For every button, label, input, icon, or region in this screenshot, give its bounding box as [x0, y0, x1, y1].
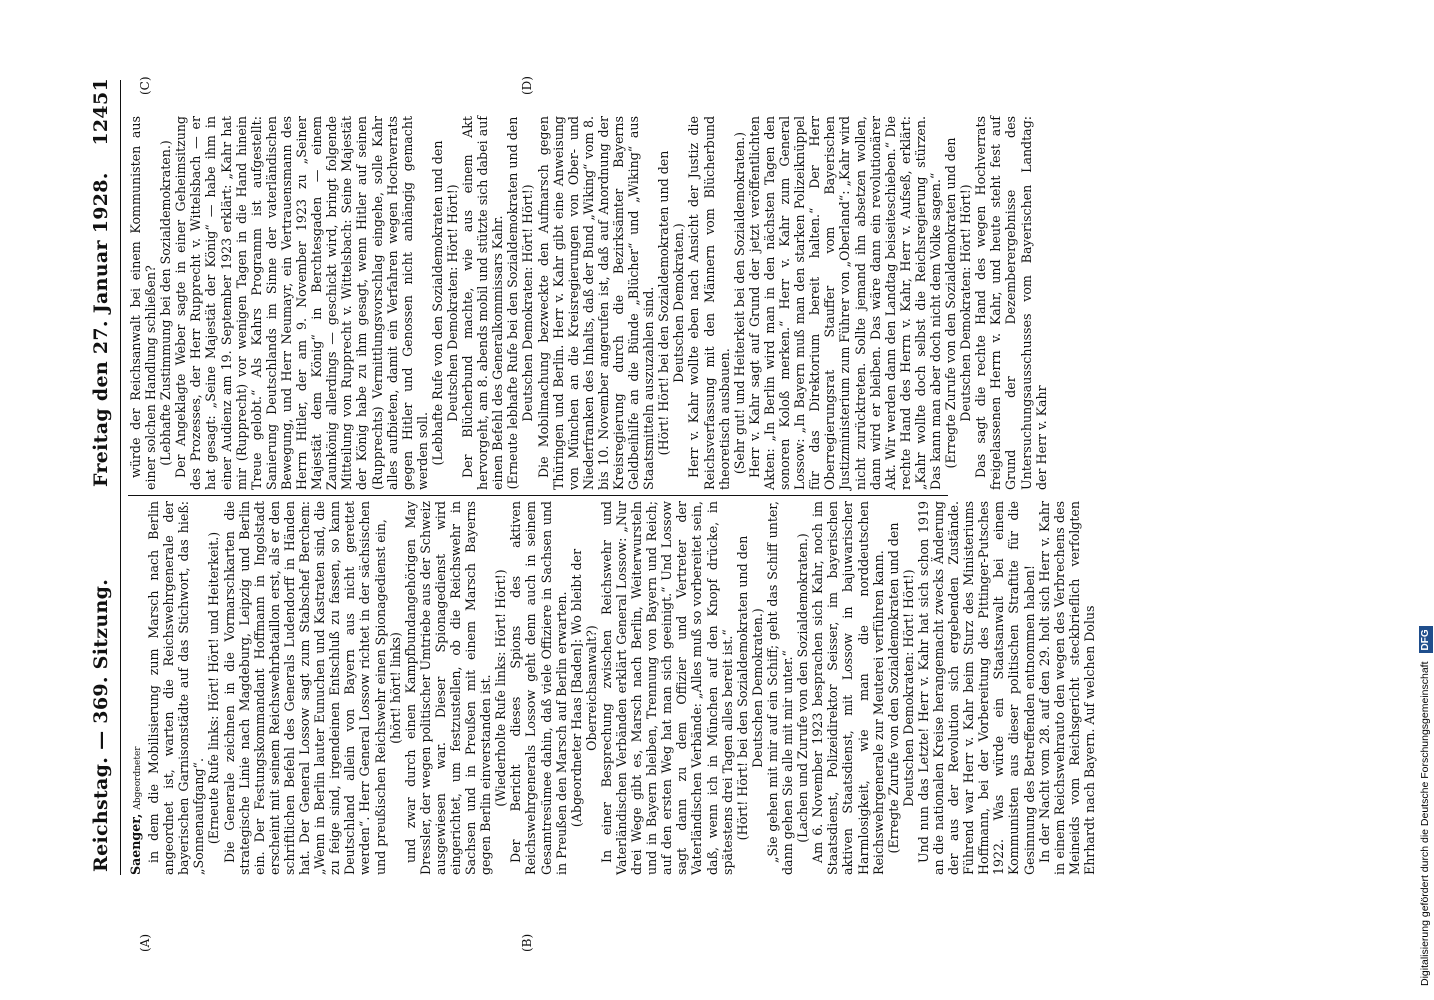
interjection: (Erneute lebhafte Rufe bei den Sozialdemokraten und den Deutschen Demokraten: Hört! Hört!) [505, 116, 536, 490]
column-divider [128, 495, 948, 496]
paragraph: Die Mobilmachung bezweckte den Aufmarsch gegen Thüringen und Berlin. Herr v. Kahr gibt eine Anweisung von München an die Kreisregierungen von Ober- und Niederfranken des Inhalts, daß der Bund „Wiking“ vom 8. bis 10. November angerufen ist, daß auf Anordnung der Kreisregierung durch die Bezirksämter Bayerns Geldbeihilfe an die Bünde „Blücher“ und „Wiking“ aus Staatsmitteln auszuzahlen sind. [535, 116, 657, 490]
credit-text: Digitalisierung gefördert durch die Deutsche Forschungsgemeinschaft [1419, 661, 1431, 986]
interjection: (Sehr gut! und Heiterkeit bei den Sozialdemokraten.) [731, 131, 747, 475]
text-column-left [128, 501, 1097, 875]
paragraph: Und nun das Letzte! Herr v. Kahr hat sich schon 1919 an die nationalen Kreise herangemacht zwecks Änderung der aus der Revolution sich ergebenden Zustände. Führend war Herr v. Kahr beim Sturz des Ministeriums Hoffmann, bei der Vorbereitung des Pittinger-Putsches 1922. Was würde ein Staatsanwalt bei einem Kommunisten aus dieser politischen Straftite für die Gesinnung des Betreffenden entnommen haben! [915, 501, 1037, 875]
paragraph: Der Bericht dieses Spions des aktiven Reichswehrgenerals Lossow geht denn auch in seinem Gesamtresümee dahin, daß viele Offiziere in Sachsen und in Preußen den Marsch auf Berlin erwarten. [508, 501, 569, 875]
interjection: (Lebhafte Rufe von den Sozialdemokraten und den Deutschen Demokraten: Hört! Hört!) [429, 140, 460, 466]
header-left: Reichstag. — 369. Sitzung. [90, 578, 112, 872]
speaker-role: Abgeordneter [133, 746, 143, 810]
paragraph: Die Generale zeichnen in die Vormarschkarten die strategische Linie nach Magdeburg, Leipzig und Berlin ein. Der Festungskommandant Hoffmann in Ingolstadt erscheint mit seinem Reichswehrbataillon erst, als er den schriftlichen Befehl des Generals Ludendorff in Händen hat. Der General Lossow sagt zum Stabschef Berchem: „Wenn in Berlin lauter Eunuchen und Kastraten sind, die zu feige sind, irgendeinen Entschluß zu fassen, so kann Deutschland allein von Bayern aus nicht gerettet werden“. Herr General Lossow richtet in der sächsischen und preußischen Reichswehr einen Spionagedienst ein, [221, 501, 388, 875]
margin-mark-a: (A) [138, 933, 152, 952]
interjection: (Abgeordneter Haas [Baden]: Wo bleibt der Oberreichsanwalt?) [568, 548, 599, 828]
interjection: (Erneute Rufe links: Hört! Hört! und Heiterkeit.) [206, 531, 222, 845]
interjection: (Hört! Hört! bei den Sozialdemokraten und den Deutschen Demokraten.) [734, 535, 765, 841]
paragraph: In der Nacht vom 28. auf den 29. holt sich Herr v. Kahr in einem Reichswehrauto den wegen des Verbrechens des Meineids vom Reichsgericht steckbrieflich verfolgten Ehrhardt nach Bayern. Auf welchen Dolus [1036, 501, 1097, 875]
paragraph: Der Angeklagte Weber sagte in einer Geheimsitzung des Prozesses, der Herr Rupprecht v. Wittelsbach — er hat gesagt: „Seine Majestät der König“ — habe ihm in einer Audienz am 19. September 1923 erklärt: „Kahr hat mir (Rupprecht) vor wenigen Tagen in die Hand hinein Treue gelobt.“ Als Kahrs Programm ist aufgestellt: Sanierung Deutschlands im Sinne der vaterländischen Bewegung, und Herr Neumayr, ein Vertrauensmann des Herrn Hitler, der am 9. November 1923 zu „Seiner Majestät dem König“ in Berchtesgaden — einem Zaunkönig allerdings — geschickt wird, bringt folgende Mitteilung von Rupprecht v. Wittelsbach: Seine Majestät der König habe zu ihm gesagt, wenn Hitler auf seinen (Rupprechts) Vermittlungsvorschlag eingehe, solle Kahr alles aufbieten, damit ein Verfahren wegen Hochverrats gegen Hitler und Genossen nicht anhängig gemacht werden soll. [173, 116, 430, 490]
paragraph: „Sie gehen mit mir auf ein Schiff; geht das Schiff unter, dann gehen Sie alle mit mir unter.“ [764, 501, 796, 875]
dfg-logo: DFG [1419, 626, 1433, 653]
side-credit [1416, 0, 1434, 1000]
paragraph: Herr v. Kahr sagt auf Grund der jetzt veröffentlichten Akten: „In Berlin wird man in den nächsten Tagen den sonoren Koloß merken.“ Herr v. Kahr zum General Lossow: „In Bayern muß man den starken Polizeiknüppel für das Direktorium bereit halten.“ Der Herr Oberregierungsrat Stauffer vom Bayerischen Justizministerium zum Führer von „Oberland“: „Kahr wird nicht zurücktreten. Sollte jemand ihn absetzen wollen, dann wird er bleiben. Das wäre dann ein revolutionärer Akt. Wir werden dann den Landtag beiseiteschieben.“ Die rechte Hand des Herrn v. Kahr, Herr v. Aufseß, erklärt: „Kahr wollte doch selbst die Reichsregierung stürzen. Das kann man aber doch nicht dem Volke sagen.“ [746, 116, 943, 490]
paragraph: in dem die Mobilisierung zum Marsch nach Berlin angeordnet ist, warten die Reichswehrgenerale der bayerischen Garnisonstädte auf das Stichwort, das hieß: „Sonnenaufgang“. [146, 501, 207, 875]
interjection: (Lachen und Zurufe von den Sozialdemokraten.) [795, 533, 811, 843]
paragraph: In einer Besprechung zwischen Reichswehr und Vaterländischen Verbänden erklärt General Lossow: „Nur drei Wege gibt es, Marsch nach Berlin, Weiterwursteln und in Bayern bleiben, Trennung von Bayern und Reich; auf den ersten Weg hat man sich geeinigt.“ Und Lossow sagt dann zu dem Offizier und Vertreter der Vaterländischen Verbände: „Alles muß so vorbereitet sein, daß, wenn ich in München auf den Knopf drücke, in spätestens drei Tagen alles bereit ist.“ [598, 501, 735, 875]
speaker-line [128, 501, 146, 875]
header-date: Freitag den 27. Januar 1928. [90, 172, 112, 487]
paragraph: und zwar durch einen Kampfbundangehörigen May Dressler, der wegen politischer Umtriebe aus der Schweiz ausgewiesen war. Dieser Spionagedienst wird eingerichtet, um festzustellen, ob die Reichswehr in Sachsen und in Preußen mit einem Marsch Bayerns gegen Berlin einverstanden ist. [402, 501, 494, 875]
margin-mark-c: (C) [138, 76, 152, 95]
paragraph: Der Blücherbund machte, wie aus einem Akt hervorgeht, am 8. abends mobil und stützte sich dabei auf einen Befehl des Generalkommissars Kahr. [460, 116, 506, 490]
paragraph: Herr v. Kahr wollte eben nach Ansicht der Justiz die Reichsverfassung mit den Männern vom Blücherbund theoretisch ausbauen. [686, 116, 732, 490]
paragraph: würde der Reichsanwalt bei einem Kommunisten aus einer solchen Handlung schließen? [128, 116, 159, 490]
interjection: (hört! hört! links) [387, 632, 403, 744]
paragraph: Am 6. November 1923 besprachen sich Kahr, noch im Staatsdienst, Polizeidirektor Seisser, im bayerischen aktiven Staatsdienst, mit Lossow in bajuwarischer Harmlosigkeit, wie man die norddeutschen Reichswehrgenerale zur Meuterei verführen kann. [810, 501, 886, 875]
margin-mark-b: (B) [520, 933, 534, 952]
text-column-right [128, 116, 1049, 490]
margin-mark-d: (D) [520, 76, 534, 95]
speaker-name: Saenger, [128, 813, 143, 875]
interjection: (Erregte Zurufe von den Sozialdemokraten und den Deutschen Demokraten: Hört! Hört!) [943, 137, 974, 469]
page-number: 12451 [90, 78, 112, 146]
interjection: (Hört! Hört! bei den Sozialdemokraten und den Deutschen Demokraten.) [656, 150, 687, 456]
page-header [90, 40, 118, 882]
interjection: (Erregte Zurufe von den Sozialdemokraten und den Deutschen Demokraten: Hört! Hört!) [885, 522, 916, 854]
interjection: (Lebhafte Zustimmung bei den Sozialdemokraten.) [158, 140, 174, 466]
header-rule [120, 80, 121, 875]
interjection: (Wiederholte Rufe links: Hört! Hört!) [493, 569, 509, 807]
paragraph: Das sagt die rechte Hand des wegen Hochverrats freigelassenen Herrn v. Kahr, und heute steht fest auf Grund der Dezemberergebnisse des Untersuchungsausschusses vom Bayerischen Landtag: der Herr v. Kahr [973, 116, 1049, 490]
